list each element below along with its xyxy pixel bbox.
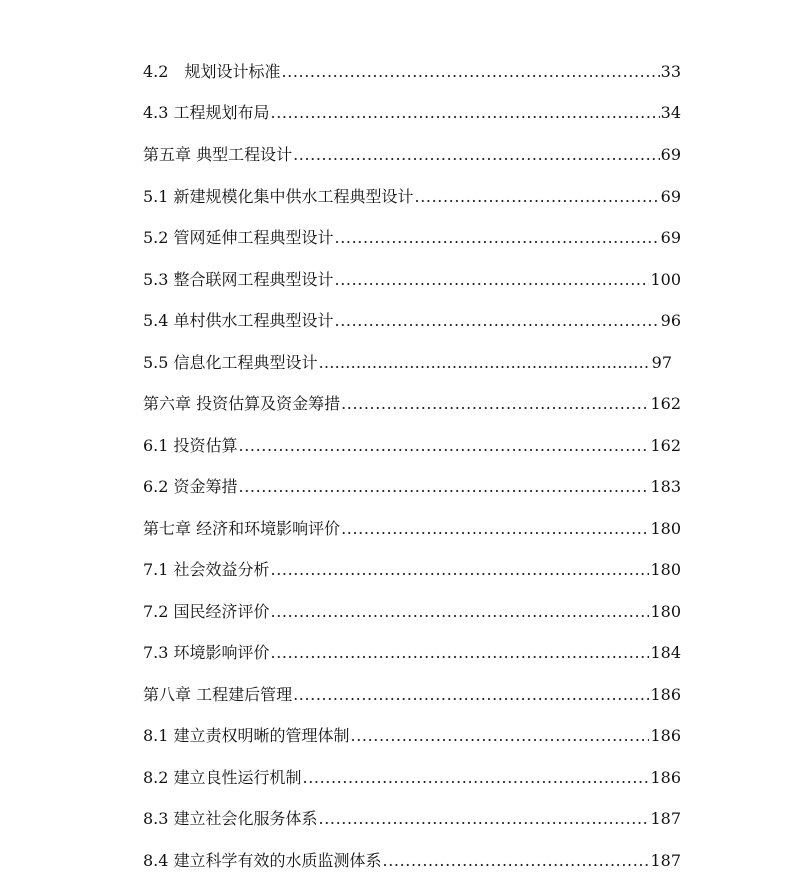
toc-entry-title: 6.2 资金筹措	[143, 477, 238, 496]
toc-entry-5-2[interactable]	[143, 225, 681, 251]
toc-dot-leader	[319, 806, 650, 832]
toc-entry-chapter-5[interactable]	[143, 142, 681, 168]
toc-entry-title: 第八章 工程建后管理	[143, 685, 293, 704]
toc-entry-title: 第六章 投资估算及资金筹措	[143, 394, 341, 413]
toc-dot-leader	[341, 516, 649, 542]
toc-dot-leader	[335, 267, 650, 293]
toc-page-number: 180	[650, 602, 681, 621]
toc-dot-leader	[335, 225, 660, 251]
toc-page-number: 186	[650, 768, 681, 787]
toc-entry-title: 5.2 管网延伸工程典型设计	[143, 228, 334, 247]
toc-dot-leader	[293, 142, 660, 168]
toc-entry-title: 8.2 建立良性运行机制	[143, 768, 302, 787]
toc-page-number: 186	[650, 726, 681, 745]
toc-entry-8-1[interactable]	[143, 723, 681, 749]
toc-page-number: 96	[660, 311, 681, 330]
toc-entry-chapter-8[interactable]	[143, 682, 681, 708]
toc-entry-title: 5.4 单村供水工程典型设计	[143, 311, 334, 330]
toc-dot-leader	[271, 640, 650, 666]
toc-entry-5-4[interactable]	[143, 308, 681, 334]
toc-page-number: 97	[651, 353, 672, 372]
toc-entry-title: 8.1 建立责权明晰的管理体制	[143, 726, 350, 745]
toc-entry-7-3[interactable]	[143, 640, 681, 666]
toc-entry-chapter-7[interactable]	[143, 516, 681, 542]
toc-entry-title: 4.2 规划设计标准	[143, 62, 281, 81]
toc-entry-title: 7.2 国民经济评价	[143, 602, 270, 621]
toc-entry-title: 5.1 新建规模化集中供水工程典型设计	[143, 187, 414, 206]
toc-page-number: 187	[650, 809, 681, 828]
toc-dot-leader	[341, 391, 649, 417]
toc-page-number: 187	[650, 851, 681, 870]
toc-entry-5-3[interactable]	[143, 267, 681, 293]
toc-entry-5-1[interactable]	[143, 184, 681, 210]
toc-page-number: 162	[650, 436, 681, 455]
toc-entry-title: 第七章 经济和环境影响评价	[143, 519, 341, 538]
toc-entry-title: 7.3 环境影响评价	[143, 643, 270, 662]
toc-page-number: 69	[660, 228, 681, 247]
toc-page-number: 162	[650, 394, 681, 413]
toc-page-number: 184	[650, 643, 681, 662]
toc-entry-title: 8.3 建立社会化服务体系	[143, 809, 318, 828]
toc-page-number: 180	[650, 560, 681, 579]
toc-dot-leader	[293, 682, 649, 708]
toc-dot-leader	[271, 599, 650, 625]
toc-page-number: 183	[650, 477, 681, 496]
toc-entry-title: 4.3 工程规划布局	[143, 103, 270, 122]
toc-entry-7-2[interactable]	[143, 599, 681, 625]
toc-entry-4-3[interactable]	[143, 100, 681, 126]
toc-dot-leader	[415, 184, 660, 210]
toc-entry-title: 5.3 整合联网工程典型设计	[143, 270, 334, 289]
toc-dot-leader	[239, 474, 650, 500]
toc-entry-title: 8.4 建立科学有效的水质监测体系	[143, 851, 382, 870]
toc-dot-leader	[271, 557, 650, 583]
toc-dot-leader	[303, 765, 650, 791]
toc-page-number: 186	[650, 685, 681, 704]
toc-dot-leader	[239, 433, 650, 459]
toc-entry-8-3[interactable]	[143, 806, 681, 832]
toc-dot-leader	[271, 100, 660, 126]
toc-entry-6-2[interactable]	[143, 474, 681, 500]
toc-entry-8-2[interactable]	[143, 765, 681, 791]
toc-page-number: 34	[660, 103, 681, 122]
toc-entry-5-5[interactable]	[143, 350, 672, 376]
toc-dot-leader	[383, 848, 650, 874]
toc-entry-7-1[interactable]	[143, 557, 681, 583]
toc-entry-6-1[interactable]	[143, 433, 681, 459]
toc-dot-leader	[281, 59, 659, 85]
toc-page-number: 69	[660, 145, 681, 164]
toc-entry-title: 第五章 典型工程设计	[143, 145, 293, 164]
toc-entry-title: 6.1 投资估算	[143, 436, 238, 455]
toc-page-number: 100	[650, 270, 681, 289]
toc-dot-leader	[351, 723, 650, 749]
toc-page-number: 33	[660, 62, 681, 81]
toc-dot-leader	[335, 308, 660, 334]
toc-page-number: 69	[660, 187, 681, 206]
toc-entry-chapter-6[interactable]	[143, 391, 681, 417]
toc-entry-title: 5.5 信息化工程典型设计	[143, 353, 318, 372]
toc-entry-4-2[interactable]	[143, 59, 681, 85]
toc-entry-title: 7.1 社会效益分析	[143, 560, 270, 579]
toc-entry-8-4[interactable]	[143, 848, 681, 874]
toc-page-number: 180	[650, 519, 681, 538]
toc-dot-leader	[319, 350, 651, 376]
